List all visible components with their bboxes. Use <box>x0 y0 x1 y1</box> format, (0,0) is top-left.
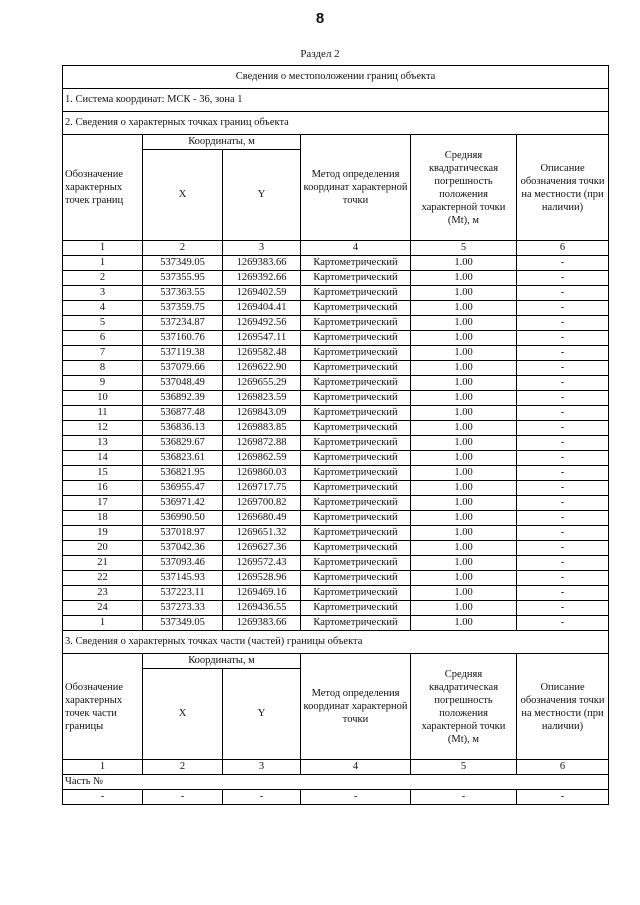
coord-x: 537363.55 <box>143 286 223 301</box>
empty-cell-6: - <box>517 790 609 805</box>
header-coords: Координаты, м <box>143 135 301 150</box>
coord-y: 1269572.43 <box>223 556 301 571</box>
method-cell: Картометрический <box>301 271 411 286</box>
method-cell: Картометрический <box>301 451 411 466</box>
point-number: 11 <box>63 406 143 421</box>
table-row <box>63 616 609 631</box>
coord-x: 537119.38 <box>143 346 223 361</box>
header-y-part: Y <box>223 669 301 760</box>
coord-y: 1269383.66 <box>223 256 301 271</box>
coord-x: 537048.49 <box>143 376 223 391</box>
table-row <box>63 271 609 286</box>
method-cell: Картометрический <box>301 526 411 541</box>
error-cell: 1.00 <box>411 556 517 571</box>
description-cell: - <box>517 331 609 346</box>
coord-y: 1269492.56 <box>223 316 301 331</box>
section-label: Раздел 2 <box>300 48 340 60</box>
table-row <box>63 256 609 271</box>
coord-y: 1269862.59 <box>223 451 301 466</box>
boundary-table-body <box>63 66 609 805</box>
description-cell: - <box>517 316 609 331</box>
point-number: 21 <box>63 556 143 571</box>
method-cell: Картометрический <box>301 331 411 346</box>
coord-x: 536990.50 <box>143 511 223 526</box>
description-cell: - <box>517 436 609 451</box>
error-cell: 1.00 <box>411 316 517 331</box>
error-cell: 1.00 <box>411 301 517 316</box>
part-number-row <box>63 775 609 790</box>
coord-x: 537234.87 <box>143 316 223 331</box>
coord-y: 1269860.03 <box>223 466 301 481</box>
point-number: 5 <box>63 316 143 331</box>
boundary-table <box>62 65 609 805</box>
description-cell: - <box>517 541 609 556</box>
header-coords-part: Координаты, м <box>143 654 301 669</box>
error-cell: 1.00 <box>411 541 517 556</box>
method-cell: Картометрический <box>301 286 411 301</box>
description-cell: - <box>517 466 609 481</box>
coord-x: 537042.36 <box>143 541 223 556</box>
coord-x: 537093.46 <box>143 556 223 571</box>
table-row <box>63 436 609 451</box>
point-number: 6 <box>63 331 143 346</box>
coord-x: 537223.11 <box>143 586 223 601</box>
error-cell: 1.00 <box>411 361 517 376</box>
error-cell: 1.00 <box>411 421 517 436</box>
table-row <box>63 586 609 601</box>
table-row <box>63 601 609 616</box>
coord-y: 1269404.41 <box>223 301 301 316</box>
coord-y: 1269872.88 <box>223 436 301 451</box>
table-row <box>63 541 609 556</box>
coord-x: 537018.97 <box>143 526 223 541</box>
column-number-1: 1 <box>63 760 143 775</box>
error-cell: 1.00 <box>411 571 517 586</box>
section2-column-numbers <box>63 241 609 256</box>
header-part-point-label <box>63 654 143 760</box>
coord-x: 537349.05 <box>143 256 223 271</box>
method-cell: Картометрический <box>301 421 411 436</box>
coord-x: 536877.48 <box>143 406 223 421</box>
description-cell: - <box>517 511 609 526</box>
coord-y: 1269627.36 <box>223 541 301 556</box>
section3-title: 3. Сведения о характерных точках части (частей) границы объекта <box>63 631 609 654</box>
coord-x: 536971.42 <box>143 496 223 511</box>
table-row <box>63 451 609 466</box>
table-row <box>63 331 609 346</box>
table-title-row <box>63 66 609 89</box>
coord-x: 536836.13 <box>143 421 223 436</box>
column-number-6: 6 <box>517 241 609 256</box>
method-cell: Картометрический <box>301 376 411 391</box>
description-cell: - <box>517 496 609 511</box>
error-cell: 1.00 <box>411 406 517 421</box>
table-row <box>63 511 609 526</box>
column-number-6: 6 <box>517 760 609 775</box>
method-cell: Картометрический <box>301 361 411 376</box>
column-number-4: 4 <box>301 760 411 775</box>
table-row <box>63 316 609 331</box>
error-cell: 1.00 <box>411 346 517 361</box>
method-cell: Картометрический <box>301 586 411 601</box>
coord-y: 1269883.85 <box>223 421 301 436</box>
method-cell: Картометрический <box>301 466 411 481</box>
coord-y: 1269469.16 <box>223 586 301 601</box>
error-cell: 1.00 <box>411 286 517 301</box>
point-number: 10 <box>63 391 143 406</box>
method-cell: Картометрический <box>301 406 411 421</box>
method-cell: Картометрический <box>301 511 411 526</box>
description-cell: - <box>517 286 609 301</box>
description-cell: - <box>517 571 609 586</box>
coord-x: 537145.93 <box>143 571 223 586</box>
method-cell: Картометрический <box>301 391 411 406</box>
table-row <box>63 556 609 571</box>
description-cell: - <box>517 586 609 601</box>
description-cell: - <box>517 271 609 286</box>
section2-header-row-1 <box>63 135 609 150</box>
coord-x: 536823.61 <box>143 451 223 466</box>
header-point-label: Обозначение характерных точек границ <box>63 135 143 241</box>
coord-x: 537359.75 <box>143 301 223 316</box>
table-row <box>63 466 609 481</box>
table-row <box>63 421 609 436</box>
point-number: 3 <box>63 286 143 301</box>
column-number-5: 5 <box>411 760 517 775</box>
header-y: Y <box>223 150 301 241</box>
method-cell: Картометрический <box>301 496 411 511</box>
error-cell: 1.00 <box>411 466 517 481</box>
coord-x: 537079.66 <box>143 361 223 376</box>
section3-empty-row <box>63 790 609 805</box>
description-cell: - <box>517 406 609 421</box>
error-cell: 1.00 <box>411 496 517 511</box>
coord-y: 1269843.09 <box>223 406 301 421</box>
point-number: 14 <box>63 451 143 466</box>
method-cell: Картометрический <box>301 256 411 271</box>
table-row <box>63 526 609 541</box>
point-number: 20 <box>63 541 143 556</box>
header-x: X <box>143 150 223 241</box>
coord-x: 537355.95 <box>143 271 223 286</box>
header-x-part: X <box>143 669 223 760</box>
table-row <box>63 346 609 361</box>
description-cell: - <box>517 361 609 376</box>
coord-y: 1269651.32 <box>223 526 301 541</box>
method-cell: Картометрический <box>301 571 411 586</box>
description-cell: - <box>517 391 609 406</box>
header-error: Средняя квадратическая погрешность положения характерной точки (Mt), м <box>411 135 517 241</box>
header-part-point-text: Обозначение характерных точек части границы <box>65 681 124 732</box>
table-row <box>63 391 609 406</box>
point-number: 19 <box>63 526 143 541</box>
error-cell: 1.00 <box>411 511 517 526</box>
point-number: 18 <box>63 511 143 526</box>
description-cell: - <box>517 346 609 361</box>
column-number-2: 2 <box>143 241 223 256</box>
point-number: 9 <box>63 376 143 391</box>
point-number: 8 <box>63 361 143 376</box>
header-method-part: Метод определения координат характерной точки <box>301 654 411 760</box>
coord-system: 1. Система координат: МСК - 36, зона 1 <box>63 89 609 112</box>
point-number: 1 <box>63 256 143 271</box>
column-number-1: 1 <box>63 241 143 256</box>
header-description: Описание обозначения точки на местности (при наличии) <box>517 135 609 241</box>
method-cell: Картометрический <box>301 616 411 631</box>
section3-title-row <box>63 631 609 654</box>
coord-y: 1269823.59 <box>223 391 301 406</box>
coord-y: 1269655.29 <box>223 376 301 391</box>
coord-y: 1269717.75 <box>223 481 301 496</box>
error-cell: 1.00 <box>411 481 517 496</box>
error-cell: 1.00 <box>411 451 517 466</box>
coord-x: 537273.33 <box>143 601 223 616</box>
header-method: Метод определения координат характерной точки <box>301 135 411 241</box>
coord-x: 536892.39 <box>143 391 223 406</box>
method-cell: Картометрический <box>301 436 411 451</box>
point-number: 17 <box>63 496 143 511</box>
coord-system-row <box>63 89 609 112</box>
point-number: 16 <box>63 481 143 496</box>
coord-y: 1269680.49 <box>223 511 301 526</box>
table-title: Сведения о местоположении границ объекта <box>63 66 609 89</box>
error-cell: 1.00 <box>411 331 517 346</box>
column-number-3: 3 <box>223 760 301 775</box>
method-cell: Картометрический <box>301 301 411 316</box>
coord-y: 1269402.59 <box>223 286 301 301</box>
table-row <box>63 496 609 511</box>
point-number: 1 <box>63 616 143 631</box>
table-row <box>63 481 609 496</box>
point-number: 23 <box>63 586 143 601</box>
column-number-4: 4 <box>301 241 411 256</box>
point-number: 4 <box>63 301 143 316</box>
method-cell: Картометрический <box>301 601 411 616</box>
error-cell: 1.00 <box>411 526 517 541</box>
table-row <box>63 361 609 376</box>
empty-cell-1: - <box>63 790 143 805</box>
table-row <box>63 301 609 316</box>
point-number: 24 <box>63 601 143 616</box>
method-cell: Картометрический <box>301 541 411 556</box>
description-cell: - <box>517 421 609 436</box>
coord-x: 536829.67 <box>143 436 223 451</box>
coord-x: 536955.47 <box>143 481 223 496</box>
section3-header-row-1 <box>63 654 609 669</box>
coord-y: 1269528.96 <box>223 571 301 586</box>
empty-cell-3: - <box>223 790 301 805</box>
method-cell: Картометрический <box>301 556 411 571</box>
section2-title: 2. Сведения о характерных точках границ объекта <box>63 112 609 135</box>
method-cell: Картометрический <box>301 481 411 496</box>
error-cell: 1.00 <box>411 601 517 616</box>
coord-y: 1269582.48 <box>223 346 301 361</box>
description-cell: - <box>517 616 609 631</box>
empty-cell-4: - <box>301 790 411 805</box>
section3-column-numbers <box>63 760 609 775</box>
point-number: 12 <box>63 421 143 436</box>
coord-y: 1269436.55 <box>223 601 301 616</box>
coord-x: 536821.95 <box>143 466 223 481</box>
description-cell: - <box>517 256 609 271</box>
description-cell: - <box>517 451 609 466</box>
error-cell: 1.00 <box>411 586 517 601</box>
error-cell: 1.00 <box>411 271 517 286</box>
error-cell: 1.00 <box>411 256 517 271</box>
error-cell: 1.00 <box>411 376 517 391</box>
description-cell: - <box>517 481 609 496</box>
coord-x: 537160.76 <box>143 331 223 346</box>
method-cell: Картометрический <box>301 346 411 361</box>
point-number: 2 <box>63 271 143 286</box>
coord-y: 1269700.82 <box>223 496 301 511</box>
header-error-part: Средняя квадратическая погрешность положения характерной точки (Mt), м <box>411 654 517 760</box>
part-number-label: Часть № <box>63 775 609 790</box>
description-cell: - <box>517 526 609 541</box>
description-cell: - <box>517 301 609 316</box>
coord-y: 1269622.90 <box>223 361 301 376</box>
point-number: 22 <box>63 571 143 586</box>
table-row <box>63 571 609 586</box>
table-row <box>63 376 609 391</box>
point-number: 13 <box>63 436 143 451</box>
coord-y: 1269392.66 <box>223 271 301 286</box>
column-number-2: 2 <box>143 760 223 775</box>
page-number: 8 <box>315 10 325 27</box>
description-cell: - <box>517 556 609 571</box>
empty-cell-5: - <box>411 790 517 805</box>
description-cell: - <box>517 376 609 391</box>
description-cell: - <box>517 601 609 616</box>
error-cell: 1.00 <box>411 391 517 406</box>
coord-x: 537349.05 <box>143 616 223 631</box>
column-number-5: 5 <box>411 241 517 256</box>
table-row <box>63 286 609 301</box>
error-cell: 1.00 <box>411 616 517 631</box>
coord-y: 1269383.66 <box>223 616 301 631</box>
method-cell: Картометрический <box>301 316 411 331</box>
table-row <box>63 406 609 421</box>
point-number: 15 <box>63 466 143 481</box>
empty-cell-2: - <box>143 790 223 805</box>
section2-title-row <box>63 112 609 135</box>
header-description-part: Описание обозначения точки на местности (при наличии) <box>517 654 609 760</box>
column-number-3: 3 <box>223 241 301 256</box>
error-cell: 1.00 <box>411 436 517 451</box>
point-number: 7 <box>63 346 143 361</box>
coord-y: 1269547.11 <box>223 331 301 346</box>
